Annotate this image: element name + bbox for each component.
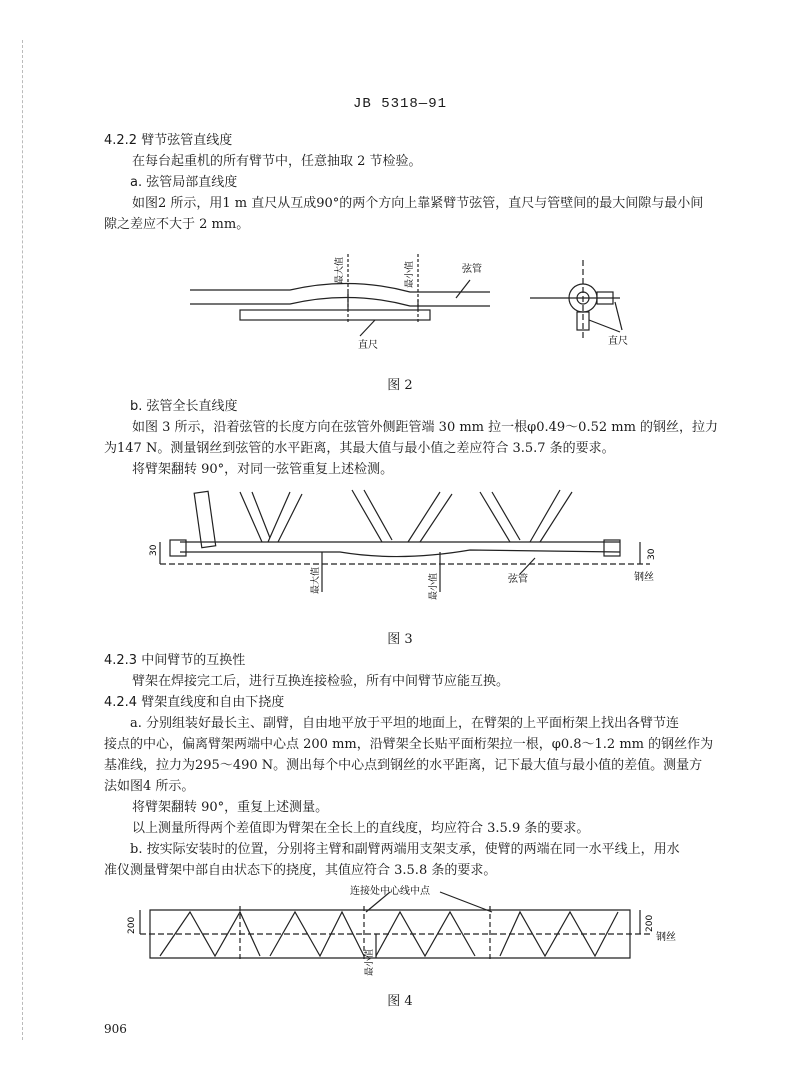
section-4-2-2-title: 4.2.2 臂节弦管直线度 [104, 133, 233, 148]
figure-3-diagram [140, 482, 680, 612]
fig2-ruler-label-right: 直尺 [608, 336, 628, 347]
fig3-chord-label: 弦管 [508, 574, 528, 585]
fig3-max-label: 最大值 [311, 566, 321, 594]
figure-2-caption: 图 2 [387, 378, 413, 393]
paragraph: 如图2 所示，用1 m 直尺从互成90°的两个方向上靠紧臂节弦管，直尺与管壁间的最大间隙与最小间 [132, 196, 704, 211]
figure-4-diagram [120, 880, 700, 980]
fig4-wire-label: 钢丝 [656, 932, 676, 943]
subsection-b-title: b. 弦管全长直线度 [130, 399, 238, 414]
fig3-dim-right: 30 [647, 548, 657, 560]
fig3-wire-label: 钢丝 [634, 572, 654, 583]
scan-edge [22, 40, 24, 1040]
section-4-2-4-title: 4.2.4 臂架直线度和自由下挠度 [104, 695, 285, 710]
fig4-dim-left: 200 [127, 916, 137, 934]
fig2-chord-label: 弦管 [462, 264, 482, 275]
fig2-max-label: 最大值 [335, 256, 345, 284]
paragraph: 将臂架翻转 90°，对同一弦管重复上述检测。 [132, 462, 394, 477]
paragraph: 臂架在焊接完工后，进行互换连接检验，所有中间臂节应能互换。 [132, 674, 510, 689]
section-4-2-3-title: 4.2.3 中间臂节的互换性 [104, 653, 246, 668]
paragraph: 为147 N。测量钢丝到弦管的水平距离，其最大值与最小值之差应符合 3.5.7 条的要求。 [104, 441, 615, 456]
fig4-min-label: 最小值 [365, 948, 375, 976]
standard-header: JB 5318—91 [352, 96, 447, 112]
paragraph: 将臂架翻转 90°，重复上述测量。 [132, 800, 329, 815]
subsection-a-title: a. 弦管局部直线度 [130, 175, 238, 190]
fig2-ruler-label: 直尺 [358, 340, 378, 351]
paragraph: a. 分别组装好最长主、副臂，自由地平放于平坦的地面上，在臂架的上平面桁架上找出各臂节连 [130, 716, 680, 731]
paragraph: 准仪测量臂架中部自由状态下的挠度，其值应符合 3.5.8 条的要求。 [104, 863, 497, 878]
paragraph: 基准线，拉力为295～490 N。测出每个中心点到钢丝的水平距离，记下最大值与最小值的差值。测量方 [104, 758, 703, 773]
fig4-center-label: 连接处中心线中点 [350, 886, 430, 897]
paragraph: 接点的中心，偏离臂架两端中心点 200 mm，沿臂架全长贴平面桁架拉一根，φ0.8～1.2 mm 的钢丝作为 [104, 737, 714, 752]
paragraph: 在每台起重机的所有臂节中，任意抽取 2 节检验。 [132, 154, 422, 169]
paragraph: 如图 3 所示，沿着弦管的长度方向在弦管外侧距管端 30 mm 拉一根φ0.49～0.52 mm 的钢丝，拉力 [132, 420, 719, 435]
paragraph: 以上测量所得两个差值即为臂架在全长上的直线度，均应符合 3.5.9 条的要求。 [132, 821, 590, 836]
fig3-dim-left: 30 [149, 544, 159, 556]
figure-2-diagram [180, 240, 640, 360]
figure-3-caption: 图 3 [387, 632, 413, 647]
paragraph: b. 按实际安装时的位置，分别将主臂和副臂两端用支架支承，使臂的两端在同一水平线上，用水 [130, 842, 680, 857]
paragraph: 法如图4 所示。 [104, 779, 195, 794]
fig2-min-label: 最小值 [405, 260, 415, 288]
fig3-min-label: 最小值 [429, 572, 439, 600]
fig4-dim-right: 200 [645, 914, 655, 932]
page-number: 906 [104, 1022, 127, 1036]
figure-4-caption: 图 4 [387, 994, 413, 1009]
paragraph: 隙之差应不大于 2 mm。 [104, 217, 250, 232]
